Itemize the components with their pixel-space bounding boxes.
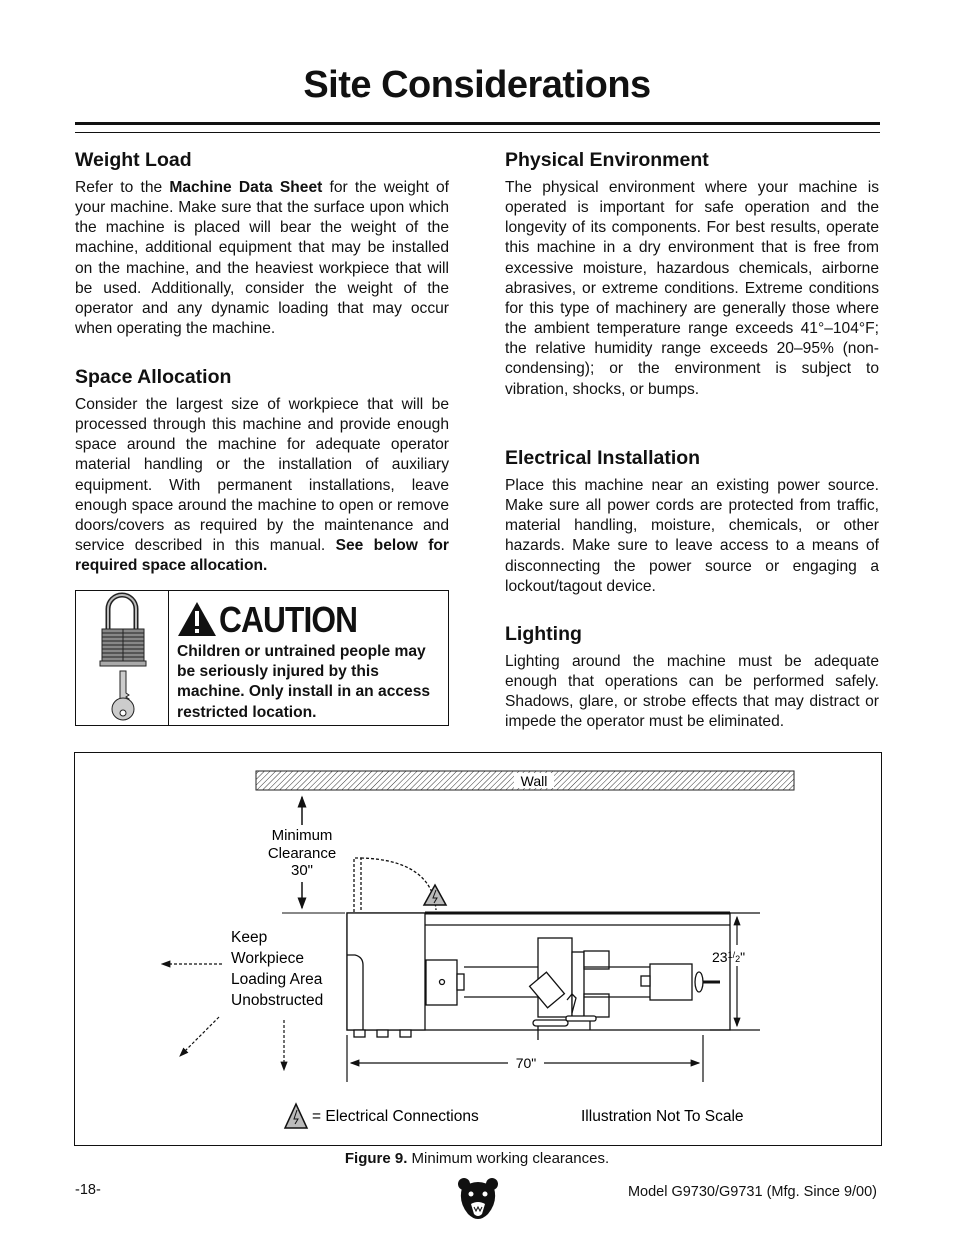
depth-frac-den: 2 — [735, 954, 741, 964]
caution-message: Children or untrained people may be seriously injured by this machine. Only install in an access restricted location. — [177, 643, 431, 721]
depth-whole: 23 — [712, 949, 728, 965]
bear-logo-icon — [458, 1176, 498, 1222]
width-label: 70" — [515, 1055, 537, 1071]
caption-text: Minimum working clearances. — [407, 1150, 610, 1167]
depth-frac-num: 1 — [727, 950, 733, 960]
keep-label-2: Workpiece — [231, 950, 304, 967]
clearance-label-1: Minimum — [271, 827, 333, 844]
heading-weight-load: Weight Load — [75, 149, 192, 171]
weight-load-text-a: Refer to the — [75, 179, 170, 196]
caution-title: CAUTION — [219, 599, 358, 640]
physical-environment-text: The physical environment where your machine is operated is important for safe operation and the longevity of its components. For best results, operate this machine in a dry environment that is free from excessive moisture, hazardous chemicals, airborne abrasives, or extreme conditions. Extreme conditions for this type of machinery are generally those where the ambient temperature range exceeds 41°–104°F; the relative humidity range exceeds 20–95% (non-condensing); or the environment is subject to vibration, shocks, or bumps. — [505, 179, 879, 398]
clearance-label-3: 30" — [290, 862, 314, 879]
depth-label: $23^1/_2$" — [712, 949, 746, 965]
space-allocation-note: See below for required space allocation. — [75, 537, 449, 575]
keep-label-4: Unobstructed — [231, 992, 324, 1009]
model-label: Model G9730/G9731 (Mfg. Since 9/00) — [627, 1184, 877, 1200]
door-swing — [354, 858, 436, 912]
weight-load-text-b: for the weight of your machine. Make sure that the surface upon which the machine is placed will bear the weight of the machine, additional equipment that may be installed on the machine, and the heaviest workpiece that will be used. Additionally, consider the weight of the operator and any dynamic loading that may occur when operating the machine. — [75, 179, 449, 338]
scale-note: Illustration Not To Scale — [581, 1108, 744, 1125]
machine — [347, 913, 730, 1040]
wall-label: Wall — [520, 773, 548, 789]
legend-warning-icon — [285, 1104, 307, 1128]
heading-electrical-installation: Electrical Installation — [505, 447, 701, 469]
heading-physical-environment: Physical Environment — [505, 149, 709, 171]
heading-lighting: Lighting — [505, 623, 582, 645]
page-title: Site Considerations — [303, 64, 651, 106]
space-allocation-body: Consider the largest size of workpiece that will be processed through this machine and provide enough space around the machine for adequate operator material handling or the installation of auxiliary equipment. With permanent installations, leave enough space around the machine to open or remove doors/covers as required by the maintenance and service described in this manual. — [75, 396, 449, 555]
electrical-warning-icon — [424, 885, 446, 905]
clearance-label-2: Clearance — [267, 845, 337, 862]
figure-caption — [0, 1150, 954, 1167]
machine-data-sheet-ref: Machine Data Sheet — [169, 179, 323, 196]
heading-space-allocation: Space Allocation — [75, 366, 232, 388]
electrical-installation-text: Place this machine near an existing power source. Make sure all power cords are protected from traffic, material handling, moisture, chemicals, or other hazards. Make sure to leave access to a means of disconnecting the power source or engaging a lockout/tagout device. — [505, 477, 879, 595]
keep-label-3: Loading Area — [231, 971, 323, 988]
page-number: -18- — [75, 1182, 101, 1198]
caption-number: Figure 9. — [344, 1150, 408, 1167]
lighting-text: Lighting around the machine must be adequate enough that operations can be performed safely. Shadows, glare, or strobe effects that may distract or impede the operator must be eliminated. — [505, 653, 879, 731]
depth-unit: " — [740, 949, 746, 965]
legend-label: = Electrical Connections — [312, 1108, 479, 1125]
keep-label-1: Keep — [231, 929, 268, 946]
